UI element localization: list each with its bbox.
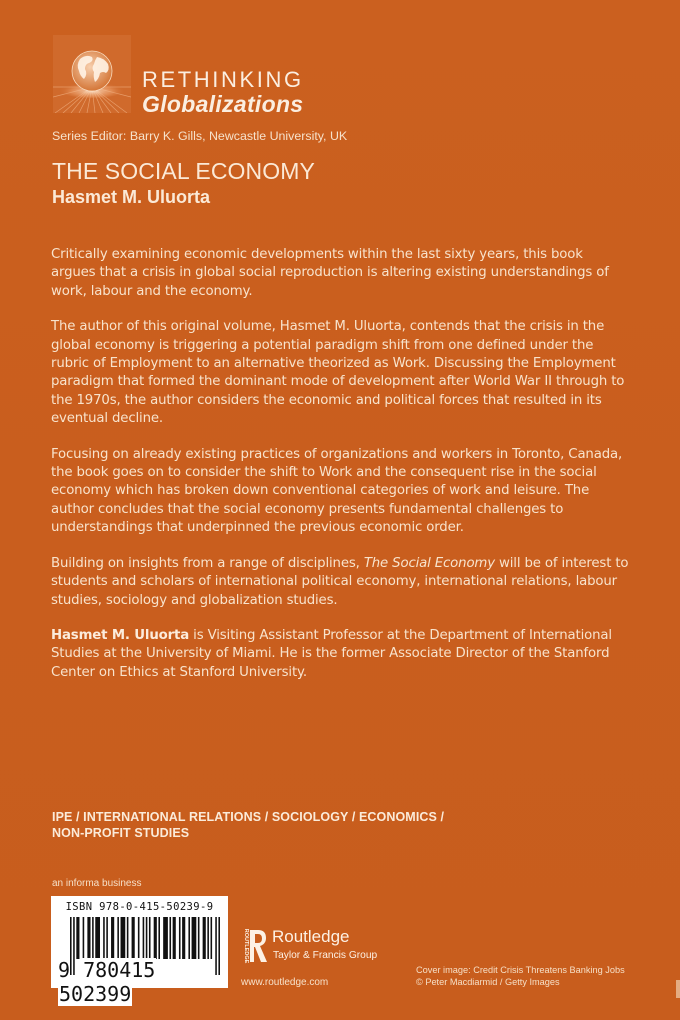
series-title-line2: Globalizations xyxy=(142,91,304,117)
blurb-p4-text: Building on insights from a range of disciplines, xyxy=(51,555,364,571)
series-title xyxy=(142,68,304,116)
ean-right-digits: 502399 xyxy=(59,982,132,1006)
ean-first-digit: 9 xyxy=(58,958,71,982)
blurb-paragraph-1: Critically examining economic developments within the last sixty years, this book argues that a crisis in global social reproduction is altering existing understandings of work, labour and the economy. xyxy=(51,247,609,299)
publisher-name: Routledge xyxy=(272,927,350,946)
book-title: THE SOCIAL ECONOMY xyxy=(52,158,315,184)
blurb xyxy=(51,246,631,699)
isbn-barcode xyxy=(51,896,228,1006)
cover-credit-line-2: © Peter Macdiarmid / Getty Images xyxy=(416,976,560,987)
publisher-url[interactable]: www.routledge.com xyxy=(241,977,329,988)
routledge-r-icon xyxy=(240,928,268,964)
ean-digits xyxy=(58,958,227,1006)
svg-text:ROUTLEDGE: ROUTLEDGE xyxy=(243,928,249,964)
series-logo xyxy=(53,35,131,113)
author-bio-text: is Visiting Assistant Professor at the Department of International Studies at the University of Miami. He is the former Associate Director of the Stanford Center on Ethics at Stanford University. xyxy=(51,627,612,680)
ean-left-digits: 780415 xyxy=(83,958,156,982)
informa-tagline: an informa business xyxy=(52,878,142,889)
globe-icon xyxy=(53,35,131,113)
blurb-paragraph-3: Focusing on already existing practices of organizations and workers in Toronto, Canada, the book goes on to consider the shift to Work and the consequent rise in the social economy which has broken down conventional categories of work and leisure. The author concludes that the social economy presents fundamental challenges to understandings that underpinned the previous economic order. xyxy=(51,446,623,536)
subject-categories xyxy=(52,809,492,841)
blurb-p4-text-end: will be of interest to students and scholars of international political economy, international relations, labour studies, sociology and globalization studies. xyxy=(51,555,629,608)
blurb-paragraph-2: The author of this original volume, Hasmet M. Uluorta, contends that the crisis in the global economy is triggering a potential paradigm shift from one defined under the rubric of Employment to an alternative theorized as Work. Discussing the Employment paradigm that formed the dominant mode of development after World War II through to the 1970s, the author considers the economic and political forces that resulted in its eventual decline. xyxy=(51,319,625,427)
isbn-label: ISBN 978-0-415-50239-9 xyxy=(65,901,214,913)
blurb-p4-book-title: The Social Economy xyxy=(363,555,495,571)
subject-line-2: NON-PROFIT STUDIES xyxy=(52,826,190,840)
publisher-group: Taylor & Francis Group xyxy=(273,950,378,961)
cover-credit-line-1: Cover image: Credit Crisis Threatens Banking Jobs xyxy=(416,965,625,975)
spine-edge-mark xyxy=(676,980,680,998)
series-editor: Series Editor: Barry K. Gills, Newcastle University, UK xyxy=(52,129,348,143)
series-title-line1: RETHINKING xyxy=(142,67,304,92)
book-author: Hasmet M. Uluorta xyxy=(52,187,211,207)
subject-line-1: IPE / INTERNATIONAL RELATIONS / SOCIOLOGY / ECONOMICS / xyxy=(52,810,445,824)
blurb-paragraph-4 xyxy=(51,555,631,610)
cover-image-credit xyxy=(416,965,625,988)
author-bio-name: Hasmet M. Uluorta xyxy=(51,627,190,643)
author-bio xyxy=(51,627,631,682)
